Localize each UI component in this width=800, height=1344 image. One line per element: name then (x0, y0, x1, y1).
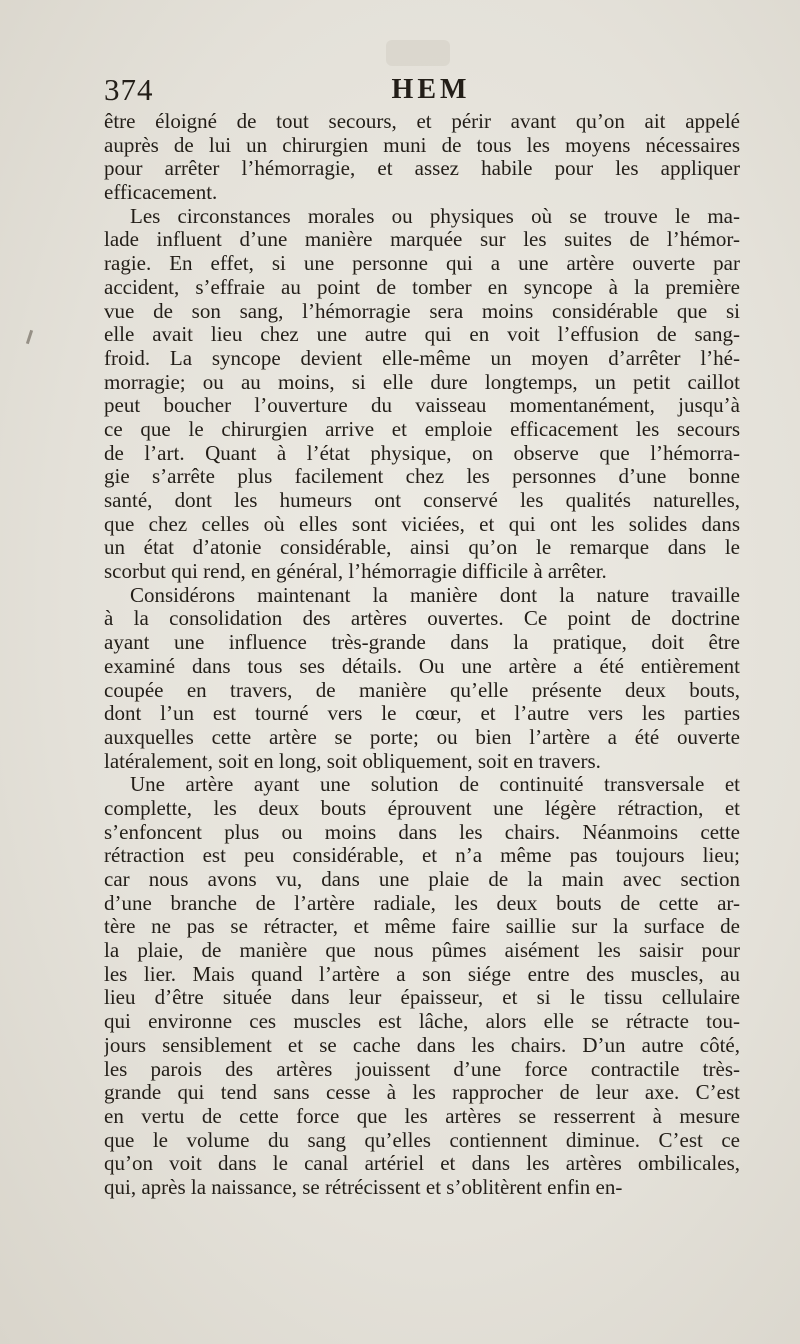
text-line: ayant une influence très-grande dans la pratique, doit être (104, 631, 740, 655)
text-line: les parois des artères jouissent d’une force contractile très- (104, 1057, 740, 1081)
text-line: auprès de lui un chirurgien muni de tous les moyens nécessaires (104, 133, 740, 157)
running-head: HEM (391, 74, 471, 105)
ink-smudge (386, 40, 450, 66)
text-line: les lier. Mais quand l’artère a son siége entre des muscles, au (104, 962, 740, 986)
text-line: complette, les deux bouts éprouvent une légère rétraction, et (104, 796, 740, 820)
text-line: jours sensiblement et se cache dans les chairs. D’un autre côté, (104, 1033, 740, 1057)
text-line: d’une branche de l’artère radiale, les deux bouts de cette ar- (104, 891, 740, 915)
text-line: à la consolidation des artères ouvertes. Ce point de doctrine (104, 607, 740, 631)
text-line: que chez celles où elles sont viciées, et qui ont les solides dans (104, 512, 740, 536)
page-number: 374 (104, 72, 154, 107)
paragraph (104, 205, 740, 584)
text-line: santé, dont les humeurs ont conservé les qualités naturelles, (104, 489, 740, 512)
text-line: vue de son sang, l’hémorragie sera moins considérable que si (104, 299, 740, 323)
text-line: Une artère ayant une solution de continuité transversale et (130, 773, 740, 797)
paragraph (104, 584, 740, 774)
text-line: car nous avons vu, dans une plaie de la main avec section (104, 868, 740, 891)
paragraph (104, 110, 740, 205)
text-line: dont l’un est tourné vers le cœur, et l’autre vers les parties (104, 702, 740, 726)
text-line: pour arrêter l’hémorragie, et assez habile pour les appliquer (104, 157, 740, 181)
text-line: accident, s’effraie au point de tomber en syncope à la première (104, 275, 740, 299)
body-text (104, 110, 740, 1200)
text-line: de l’art. Quant à l’état physique, on observe que l’hémorra- (104, 441, 740, 465)
text-line: tère ne pas se rétracter, et même faire saillie sur la surface de (104, 915, 740, 939)
text-line: un état d’atonie considérable, ainsi qu’on le remarque dans le (104, 536, 740, 560)
text-line: gie s’arrête plus facilement chez les personnes d’une bonne (104, 465, 740, 489)
margin-mark (26, 330, 33, 344)
text-line: morragie; ou au moins, si elle dure longtemps, un petit caillot (104, 370, 740, 394)
paragraph (104, 773, 740, 1199)
text-line: que le volume du sang qu’elles contiennent diminue. C’est ce (104, 1128, 740, 1152)
text-line: elle avait lieu chez une autre qui en voit l’effusion de sang- (104, 323, 740, 347)
text-line: scorbut qui rend, en général, l’hémorragie difficile à arrêter. (104, 560, 607, 584)
text-line: être éloigné de tout secours, et périr avant qu’on ait appelé (104, 110, 740, 133)
text-line: efficacement. (104, 181, 218, 205)
text-line: froid. La syncope devient elle-même un moyen d’arrêter l’hé- (104, 346, 740, 370)
text-line: lade influent d’une manière marquée sur les suites de l’hémor- (104, 228, 740, 252)
text-line: peut boucher l’ouverture du vaisseau momentanément, jusqu’à (104, 394, 740, 418)
text-line: ce que le chirurgien arrive et emploie efficacement les secours (104, 417, 740, 441)
text-line: rétraction est peu considérable, et n’a même pas toujours lieu; (104, 844, 740, 868)
text-line: s’enfoncent plus ou moins dans les chairs. Néanmoins cette (104, 820, 740, 844)
text-line: la plaie, de manière que nous pûmes aisément les saisir pour (104, 939, 740, 963)
text-line: examiné dans tous ses détails. Ou une artère a été entièrement (104, 654, 740, 678)
text-line: Les circonstances morales ou physiques où se trouve le ma- (130, 204, 740, 228)
text-line: qui environne ces muscles est lâche, alors elle se rétracte tou- (104, 1010, 740, 1034)
text-line: lieu d’être située dans leur épaisseur, et si le tissu cellulaire (104, 986, 740, 1010)
text-line: grande qui tend sans cesse à les rapprocher de leur axe. C’est (104, 1081, 740, 1105)
text-line: auxquelles cette artère se porte; ou bien l’artère a été ouverte (104, 725, 740, 749)
text-line: coupée en travers, de manière qu’elle présente deux bouts, (104, 678, 740, 702)
text-line: qu’on voit dans le canal artériel et dans les artères ombilicales, (104, 1152, 740, 1176)
page-header (104, 70, 744, 110)
text-line: ragie. En effet, si une personne qui a une artère ouverte par (104, 252, 740, 276)
text-line: latéralement, soit en long, soit obliquement, soit en travers. (104, 749, 601, 773)
text-line: qui, après la naissance, se rétrécissent et s’oblitèrent enfin en- (104, 1175, 623, 1199)
text-line: Considérons maintenant la manière dont la nature travaille (130, 583, 740, 607)
text-line: en vertu de cette force que les artères se resserrent à mesure (104, 1104, 740, 1128)
